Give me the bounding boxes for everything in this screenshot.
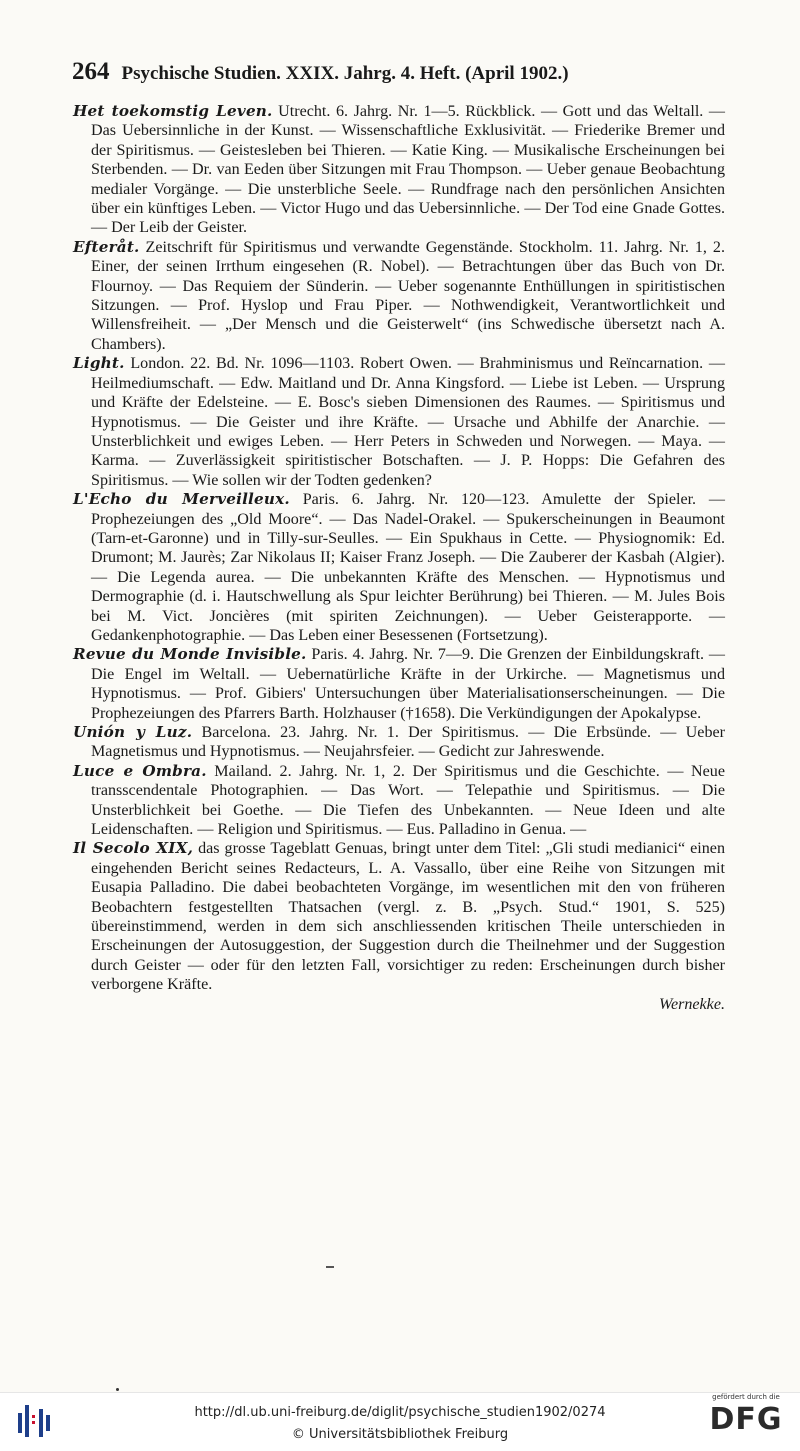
journal-title: Efteråt. <box>73 237 140 256</box>
document-url[interactable]: http://dl.ub.uni-freiburg.de/diglit/psychische_studien1902/0274 <box>194 1405 606 1420</box>
journal-title: Il Secolo XIX, <box>73 839 194 858</box>
entry-text: Paris. 6. Jahrg. Nr. 120—123. Amulette der Spieler. — Prophezeiungen des „Old Moore“. — Das Nadel-Orakel. — Spukerscheinungen in Beaumont (Tarn-et-Garonne) und in Tilly-sur-Seulles. — Ein Spukhaus in Cette. — Physiognomik: Ed. Drumont; M. Jaurès; Zar Nikolaus II; Kaiser Franz Joseph. — Die Zauberer der Kasbah (Algier). — Die Legenda aurea. — Die unbekannten Kräfte des Menschen. — Hypnotismus und Dermographie (d. i. Hautschwellung als Spur leichter Berührung) bei Thieren. — M. Jules Bois bei M. Vict. Joncières (mit spiriten Zeichnungen). — Ueber Geisterapporte. — Gedankenphotographie. — Das Leben einer Besessenen (Fortsetzung). <box>91 491 725 644</box>
entry-text: Barcelona. 23. Jahrg. Nr. 1. Der Spiritismus. — Die Erbsünde. — Ueber Magnetismus und Hypnotismus. — Neujahrsfeier. — Gedicht zur Jahreswende. <box>91 724 725 761</box>
dfg-funding-caption: gefördert durch die <box>712 1393 780 1401</box>
entry-text: Zeitschrift für Spiritismus und verwandte Gegenstände. Stockholm. 11. Jahrg. Nr. 1, 2. Einer, der seinen Irrthum eingesehen (R. Nobel). — Betrachtungen über das Buch von Dr. Flournoy. — Das Requiem der Sünderin. — Ueber sogenannte Enthüllungen in spiritistischen Sitzungen. — Prof. Hyslop und Frau Piper. — Nothwendigkeit, Verantwortlichkeit und Willensfreiheit. — „Der Mensch und die Geisterwelt“ (ins Schwedische übersetzt nach A. Chambers). <box>91 238 725 353</box>
journal-title: Het toekomstig Leven. <box>73 102 273 120</box>
dfg-logo: DFG <box>709 1402 783 1437</box>
journal-title: Luce e Ombra. <box>73 761 207 780</box>
journal-entry <box>73 238 725 354</box>
viewer-footer <box>0 1392 800 1451</box>
journal-entry <box>73 490 725 645</box>
copyright-notice: © Universitätsbibliothek Freiburg <box>291 1427 509 1442</box>
entry-text: London. 22. Bd. Nr. 1096—1103. Robert Owen. — Brahminismus und Reïncarnation. — Heilmediumschaft. — Edw. Maitland und Dr. Anna Kingsford. — Liebe ist Leben. — Ursprung und Kräfte der Edelsteine. — E. Bosc's sieben Dimensionen des Raumes. — Spiritismus und Hypnotismus. — Die Geister und ihre Kräfte. — Ursache und Abhilfe der Anarchie. — Unsterblichkeit und ewiges Leben. — Herr Peters in Schweden und Norwegen. — Maya. — Karma. — Zuverlässigkeit spiritistischer Botschaften. — J. P. Hopps: Die Gefahren des Spiritismus. — Wie sollen wir der Todten gedenken? <box>91 355 725 489</box>
review-listing <box>73 102 725 1014</box>
journal-title: Unión y Luz. <box>73 723 193 741</box>
journal-entry <box>73 762 725 840</box>
journal-entry <box>73 354 725 490</box>
journal-title: L'Echo du Merveilleux. <box>73 490 290 509</box>
entry-text: Utrecht. 6. Jahrg. Nr. 1—5. Rückblick. — Gott und das Weltall. — Das Uebersinnliche in der Kunst. — Wissenschaftliche Exklusivität. — Friederike Bremer und der Spiritismus. — Geistesleben bei Thieren. — Katie King. — Musikalische Erscheinungen bei Sterbenden. — Dr. van Eeden über Sitzungen mit Frau Thompson. — Ueber genaue Beobachtung medialer Vorgänge. — Die unsterbliche Seele. — Rundfrage nach den persönlichen Ansichten über ein künftiges Leben. — Victor Hugo und das Uebersinnliche. — Der Tod eine Gnade Gottes. — Der Leib der Geister. <box>91 103 725 237</box>
journal-title: Light. <box>73 354 125 373</box>
entry-text: Mailand. 2. Jahrg. Nr. 1, 2. Der Spiritismus und die Geschichte. — Neue transscendentale Photographien. — Das Wort. — Telepathie und Spiritismus. — Die Unsterblichkeit bei Goethe. — Die Tiefen des Unbekannten. — Neue Ideen und alte Leidenschaften. — Religion und Spiritismus. — Eus. Palladino in Genua. — <box>91 762 725 839</box>
running-head <box>72 58 722 92</box>
page-speck <box>116 1388 119 1391</box>
running-title: Psychische Studien. XXIX. Jahrg. 4. Heft. (April 1902.) <box>121 63 569 84</box>
journal-entry <box>73 645 725 723</box>
journal-title: Revue du Monde Invisible. <box>73 645 307 664</box>
entry-text: Paris. 4. Jahrg. Nr. 7—9. Die Grenzen der Einbildungskraft. — Die Engel im Weltall. — Uebernatürliche Kräfte in der Urkirche. — Magnetismus und Hypnotismus. — Prof. Gibiers' Untersuchungen über Materialisationserscheinungen. — Die Prophezeiungen des Pfarrers Barth. Holzhauser (†1658). Die Verkündigungen der Apokalypse. <box>91 646 725 722</box>
author-signature: Wernekke. <box>659 995 725 1013</box>
journal-entry <box>73 723 725 762</box>
journal-entry <box>73 102 725 238</box>
journal-entry <box>73 839 725 994</box>
entry-text: das grosse Tageblatt Genuas, bringt unter dem Titel: „Gli studi medianici“ einen eingehenden Bericht seines Redacteurs, L. A. Vassallo, über eine Reihe von Sitzungen mit Eusapia Palladino. Die dabei beobachteten Vorgänge, im wesentlichen mit den von früheren Beobachtern festgestellten Thatsachen (vergl. z. B. „Psych. Stud.“ 1901, S. 525) übereinstimmend, werden in dem sich anschliessenden kritischen Theile unterschieden in Erscheinungen der Autosuggestion, der Suggestion durch die Theilnehmer und der Suggestion durch Geister — oder für den letzten Fall, vorsichtiger zu reden: Erscheinungen durch bisher verborgene Kräfte. <box>91 840 725 994</box>
page-number: 264 <box>72 58 110 85</box>
page-mark <box>326 1266 334 1268</box>
